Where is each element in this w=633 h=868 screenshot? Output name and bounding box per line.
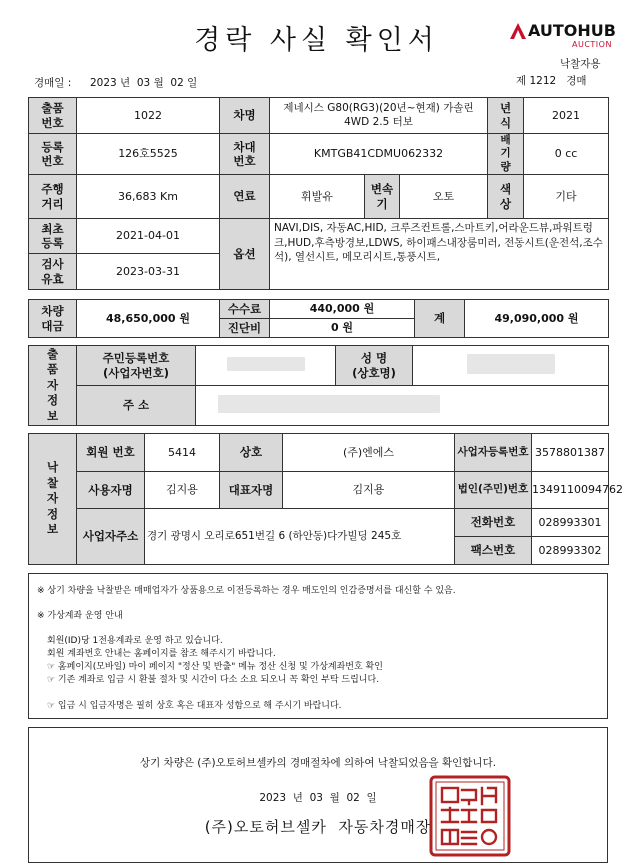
fee-label: 수수료 (220, 300, 270, 319)
mileage-label: 주행 거리 (29, 175, 77, 219)
year: 2021 (524, 98, 609, 134)
buyer-address-label: 사업자주소 (77, 509, 145, 565)
fax: 028993302 (532, 537, 609, 565)
displacement: 0 cc (524, 134, 609, 175)
logo-sub: AUCTION (572, 40, 612, 49)
document-title: 경락 사실 확인서 (194, 25, 439, 56)
company-seal (428, 774, 512, 858)
color-label: 색 상 (488, 175, 524, 219)
total: 49,090,000 원 (465, 300, 609, 338)
inspection-label: 검사 유효 (29, 254, 77, 290)
session-number: 제 1212 경매 (516, 75, 587, 87)
confirmation-statement: 상기 차량은 (주)오토허브셀카의 경매절차에 의하여 낙찰되었음을 확인합니다. (139, 757, 497, 769)
seller-name-redacted (413, 346, 609, 386)
autohub-logo (508, 21, 616, 51)
rep: 김지용 (283, 472, 455, 509)
seller-address-redacted (196, 386, 609, 426)
corp-no: 1349110094762 (532, 472, 609, 509)
logo-brand: AUTOHUB (528, 21, 616, 40)
note-virtual-account-title: ※ 가상계좌 운영 안내 (37, 611, 123, 621)
note-line-2: 회원 계좌번호 안내는 홈페이지를 참조 해주시기 바랍니다. (47, 649, 276, 659)
confirmation-date: 2023 년 03 월 02 일 (259, 792, 377, 804)
seller-name-label: 성 명 (상호명) (336, 346, 413, 386)
confirmation-company: (주)오토허브셀카 자동차경매장 (204, 818, 432, 836)
note-line-5: ☞ 입금 시 입금자명은 필히 상호 혹은 대표자 성함으로 해 주시기 바랍니다. (47, 701, 342, 711)
inspection: 2023-03-31 (77, 254, 220, 290)
buyer-info-table (28, 433, 623, 565)
buyer-address: 경기 광명시 오리로651번길 6 (하안동)다가빌딩 245호 (145, 509, 455, 565)
note-line-4: ☞ 기존 계좌로 입금 시 환불 절차 및 시간이 다소 소요 되오니 꼭 확인 부탁 드립니다. (47, 675, 380, 685)
user: 김지용 (145, 472, 220, 509)
rep-label: 대표자명 (220, 472, 283, 509)
seller-id-redacted (196, 346, 336, 386)
auction-date: 2023 년 03 월 02 일 (90, 77, 198, 89)
biz-reg: 3578801387 (532, 434, 609, 472)
confirmation-box (28, 727, 608, 863)
seller-id-label: 주민등록번호 (사업자번호) (77, 346, 196, 386)
model-label: 차명 (220, 98, 270, 134)
notes-box (28, 573, 608, 719)
biz-reg-label: 사업자등록번호 (455, 434, 532, 472)
options-label: 옵션 (220, 219, 270, 290)
reg-no-label: 등록 번호 (29, 134, 77, 175)
fuel: 휘발유 (270, 175, 365, 219)
vehicle-price: 48,650,000 원 (77, 300, 220, 338)
usage-label: 낙찰자용 (560, 58, 601, 70)
note-line-3: ☞ 홈페이지(모바일) 마이 페이지 "정산 및 반출" 메뉴 정산 신청 및 가상계좌번호 확인 (47, 662, 383, 672)
buyer-section-label: 낙 찰 자 정 보 (29, 434, 77, 565)
color: 기타 (524, 175, 609, 219)
seller-address-label: 주 소 (77, 386, 196, 426)
seller-section-label: 출 품 자 정 보 (29, 346, 77, 426)
price-table (28, 299, 609, 338)
year-label: 년 식 (488, 98, 524, 134)
model: 제네시스 G80(RG3)(20년~현재) 가솔린 4WD 2.5 터보 (270, 98, 488, 134)
corp-no-label: 법인(주민)번호 (455, 472, 532, 509)
exhibit-no-label: 출품 번호 (29, 98, 77, 134)
fee: 440,000 원 (270, 300, 415, 319)
vin: KMTGB41CDMU062332 (270, 134, 488, 175)
diagnosis: 0 원 (270, 319, 415, 338)
total-label: 계 (415, 300, 465, 338)
auction-date-label: 경매일 : (34, 77, 72, 89)
vehicle-info-table (28, 97, 609, 290)
note-transfer: ※ 상기 차량을 낙찰받은 매매업자가 상품용으로 이전등록하는 경우 매도인의 인감증명서를 대신할 수 있음. (37, 586, 456, 596)
first-reg: 2021-04-01 (77, 219, 220, 254)
seller-info-table (28, 345, 609, 426)
transmission: 오토 (400, 175, 488, 219)
options: NAVI,DIS, 자동AC,HID, 크루즈컨트롤,스마트키,어라운드뷰,파워트렁크,HUD,후측방경보,LDWS, 하이패스내장룸미러, 전동시트(운전석,조수석), 열선시트, 메모리시트,통풍시트, (270, 219, 609, 290)
transmission-label: 변속 기 (365, 175, 400, 219)
vin-label: 차대 번호 (220, 134, 270, 175)
user-label: 사용자명 (77, 472, 145, 509)
member-no: 5414 (145, 434, 220, 472)
reg-no: 126호5525 (77, 134, 220, 175)
phone-label: 전화번호 (455, 509, 532, 537)
displacement-label: 배 기 량 (488, 134, 524, 175)
phone: 028993301 (532, 509, 609, 537)
first-reg-label: 최초 등록 (29, 219, 77, 254)
exhibit-no: 1022 (77, 98, 220, 134)
mileage: 36,683 Km (77, 175, 220, 219)
note-line-1: 회원(ID)당 1전용계좌로 운영 하고 있습니다. (47, 636, 223, 646)
company-label: 상호 (220, 434, 283, 472)
fuel-label: 연료 (220, 175, 270, 219)
vehicle-price-label: 차량 대금 (29, 300, 77, 338)
company: (주)엔에스 (283, 434, 455, 472)
diagnosis-label: 진단비 (220, 319, 270, 338)
fax-label: 팩스번호 (455, 537, 532, 565)
member-no-label: 회원 번호 (77, 434, 145, 472)
